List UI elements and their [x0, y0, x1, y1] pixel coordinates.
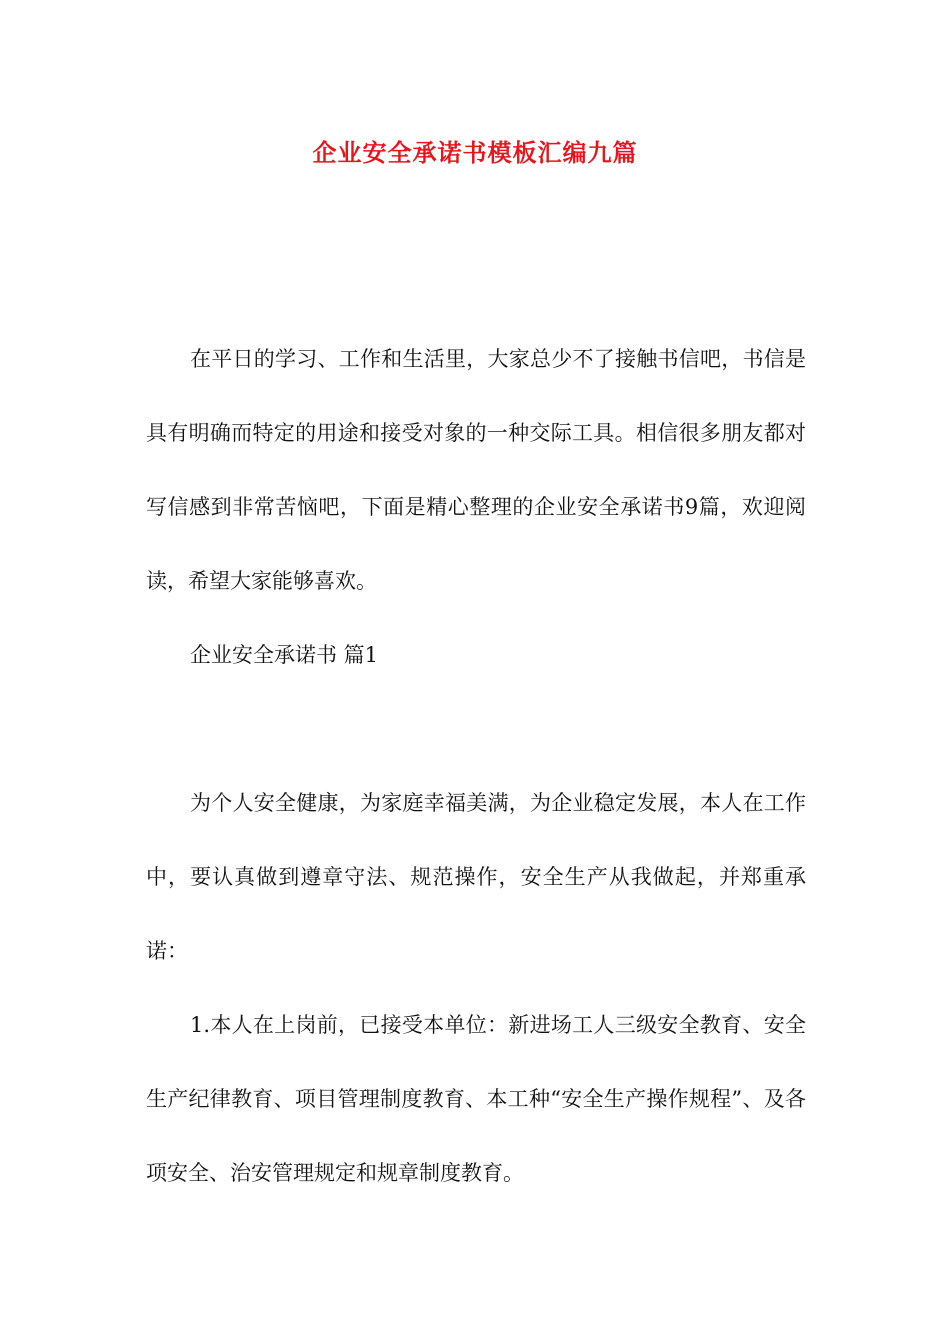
- paragraph-gap: [146, 692, 806, 766]
- document-body: [146, 322, 806, 1210]
- section-heading: 企业安全承诺书 篇1: [190, 643, 379, 667]
- pledge-intro-paragraph: 为个人安全健康，为家庭幸福美满，为企业稳定发展，本人在工作中，要认真做到遵章守法、规范操作，安全生产从我做起，并郑重承诺：: [146, 791, 806, 963]
- pledge-item-1: 1.本人在上岗前，已接受本单位：新进场工人三级安全教育、安全生产纪律教育、项目管理制度教育、本工种“安全生产操作规程”、及各项安全、治安管理规定和规章制度教育。: [146, 1013, 806, 1185]
- document-title: 企业安全承诺书模板汇编九篇: [312, 138, 638, 167]
- intro-paragraph: 在平日的学习、工作和生活里，大家总少不了接触书信吧，书信是具有明确而特定的用途和接受对象的一种交际工具。相信很多朋友都对写信感到非常苦恼吧，下面是精心整理的企业安全承诺书9篇，欢迎阅读，希望大家能够喜欢。: [146, 347, 806, 593]
